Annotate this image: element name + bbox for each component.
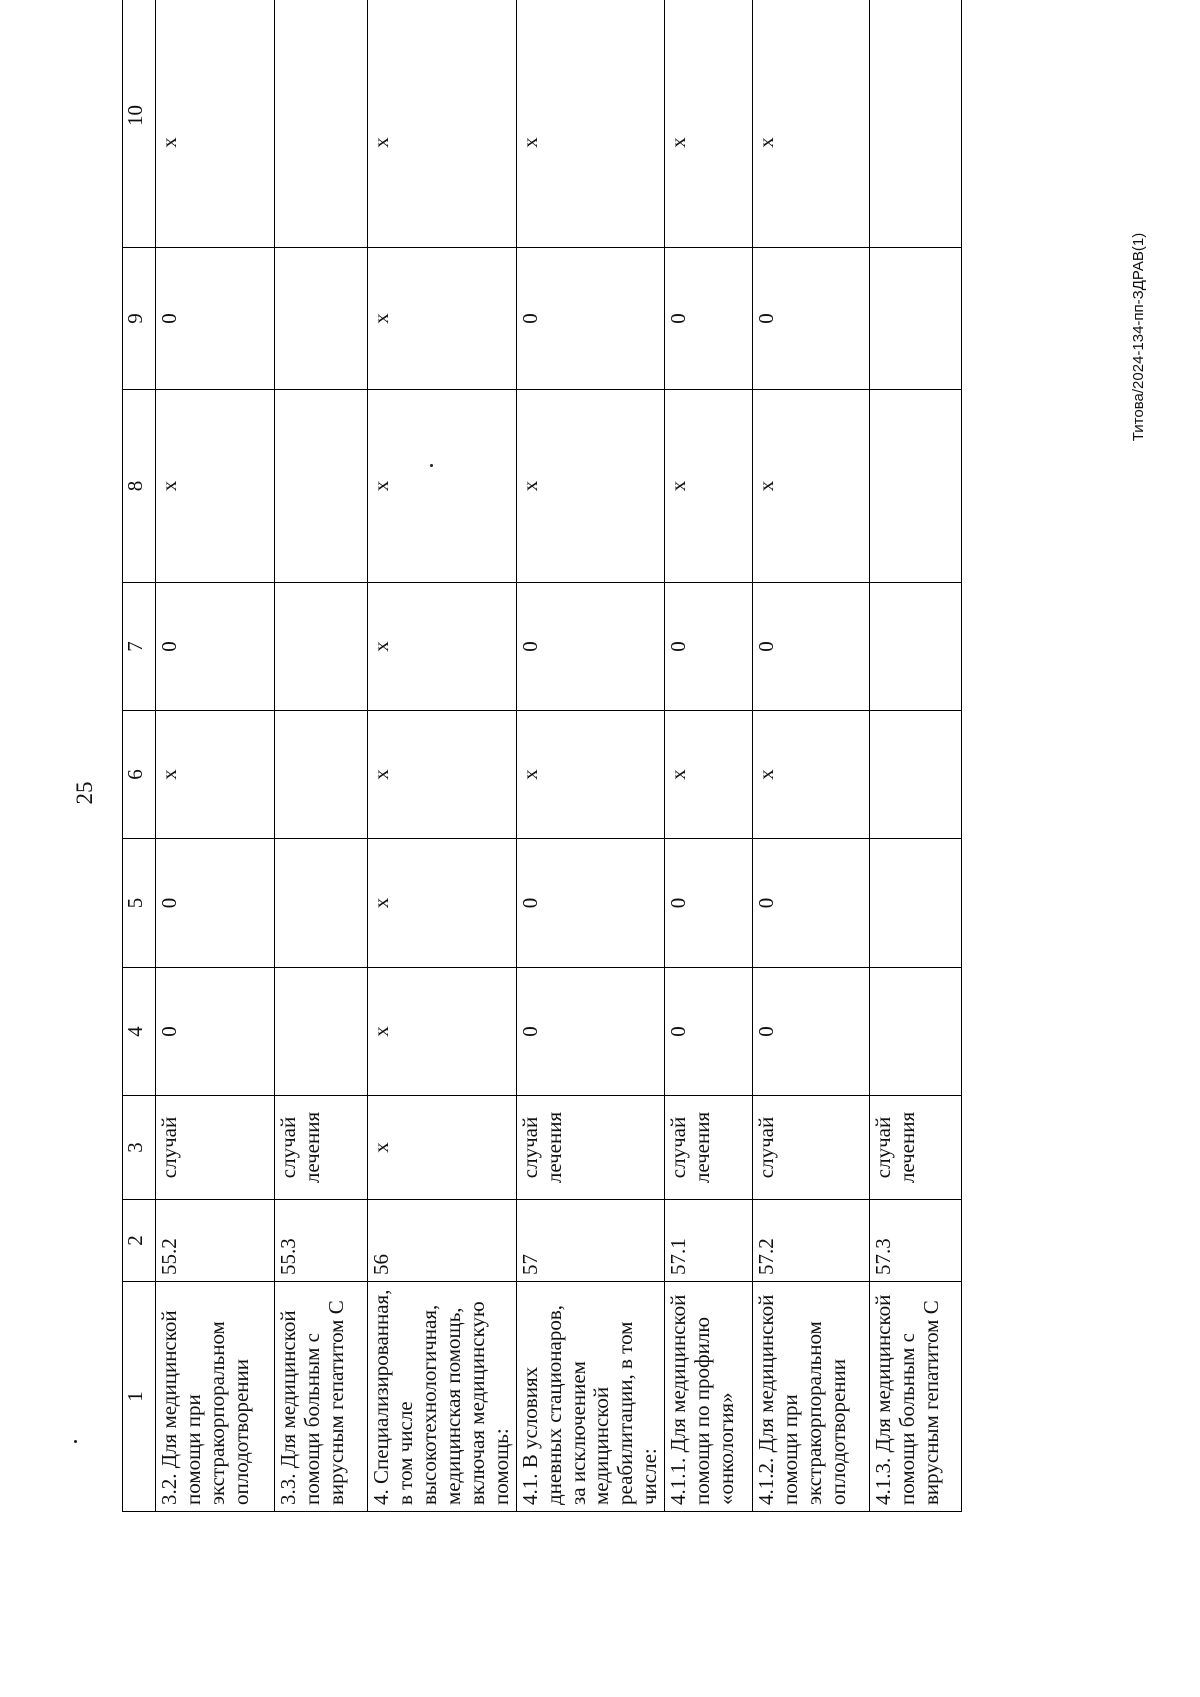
value-cell: х xyxy=(368,839,517,968)
row-label: 4.1.3. Для медицинской помощи больным с вирусным гепатитом С xyxy=(870,1282,962,1512)
col-header-5: 5 xyxy=(123,839,156,968)
value-cell xyxy=(870,968,962,1096)
value-cell: 0 xyxy=(753,248,870,390)
col-header-6: 6 xyxy=(123,711,156,839)
unit-cell: х xyxy=(368,1096,517,1200)
table-row xyxy=(665,0,753,1512)
value-cell: 0 xyxy=(156,583,275,711)
row-number: 57.1 xyxy=(665,1200,753,1282)
value-cell: х xyxy=(156,0,275,248)
table-row xyxy=(368,0,517,1512)
value-cell: х xyxy=(368,968,517,1096)
value-cell xyxy=(275,390,368,583)
value-cell xyxy=(275,0,368,248)
header-row xyxy=(123,0,156,1512)
value-cell: 0 xyxy=(665,248,753,390)
value-cell: 0 xyxy=(665,968,753,1096)
value-cell xyxy=(275,583,368,711)
value-cell: 0 xyxy=(753,968,870,1096)
value-cell: х xyxy=(665,390,753,583)
value-cell: х xyxy=(156,711,275,839)
row-number: 55.2 xyxy=(156,1200,275,1282)
value-cell: х xyxy=(516,0,665,248)
value-cell xyxy=(870,711,962,839)
row-label: 4.1. В условиях дневных стационаров, за исключением медицинской реабилитации, в том числе: xyxy=(516,1282,665,1512)
table-row xyxy=(753,0,870,1512)
col-header-7: 7 xyxy=(123,583,156,711)
value-cell: 0 xyxy=(516,968,665,1096)
value-cell: 0 xyxy=(156,968,275,1096)
value-cell: 0 xyxy=(516,839,665,968)
row-number: 57.3 xyxy=(870,1200,962,1282)
row-number: 56 xyxy=(368,1200,517,1282)
value-cell xyxy=(870,583,962,711)
table-row xyxy=(516,0,665,1512)
value-cell xyxy=(870,248,962,390)
value-cell: х xyxy=(753,390,870,583)
value-cell xyxy=(275,968,368,1096)
value-cell: 0 xyxy=(156,839,275,968)
unit-cell: случай xyxy=(753,1096,870,1200)
scan-speck xyxy=(74,1440,77,1443)
value-cell: 0 xyxy=(753,839,870,968)
value-cell: х xyxy=(516,390,665,583)
value-cell xyxy=(870,839,962,968)
col-header-1: 1 xyxy=(123,1282,156,1512)
medical-care-table xyxy=(122,0,962,1512)
table-row xyxy=(156,0,275,1512)
unit-cell: случай лечения xyxy=(516,1096,665,1200)
row-label: 3.3. Для медицинской помощи больным с вирусным гепатитом С xyxy=(275,1282,368,1512)
unit-cell: случай xyxy=(156,1096,275,1200)
col-header-2: 2 xyxy=(123,1200,156,1282)
value-cell: х xyxy=(665,0,753,248)
col-header-8: 8 xyxy=(123,390,156,583)
value-cell xyxy=(275,839,368,968)
value-cell: х xyxy=(516,711,665,839)
unit-cell: случай лечения xyxy=(275,1096,368,1200)
unit-cell: случай лечения xyxy=(665,1096,753,1200)
value-cell xyxy=(870,0,962,248)
value-cell: х xyxy=(368,390,517,583)
value-cell: х xyxy=(156,390,275,583)
value-cell xyxy=(870,390,962,583)
value-cell: х xyxy=(368,711,517,839)
col-header-9: 9 xyxy=(123,248,156,390)
row-label: 3.2. Для медицинской помощи при экстракорпоральном оплодотворении xyxy=(156,1282,275,1512)
row-number: 57 xyxy=(516,1200,665,1282)
value-cell: х xyxy=(753,0,870,248)
page-number: 25 xyxy=(72,781,97,805)
document-id: Титова/2024-134-пп-ЗДРАВ(1) xyxy=(1130,232,1147,442)
value-cell: 0 xyxy=(665,583,753,711)
table-row xyxy=(870,0,962,1512)
value-cell: 0 xyxy=(516,248,665,390)
col-header-4: 4 xyxy=(123,968,156,1096)
value-cell: х xyxy=(753,711,870,839)
value-cell: х xyxy=(665,711,753,839)
value-cell: 0 xyxy=(516,583,665,711)
table-row xyxy=(275,0,368,1512)
value-cell: х xyxy=(368,583,517,711)
row-number: 55.3 xyxy=(275,1200,368,1282)
row-label: 4.1.1. Для медицинской помощи по профилю «онкология» xyxy=(665,1282,753,1512)
unit-cell: случай лечения xyxy=(870,1096,962,1200)
value-cell xyxy=(275,248,368,390)
col-header-3: 3 xyxy=(123,1096,156,1200)
value-cell: 0 xyxy=(665,839,753,968)
value-cell: х xyxy=(368,248,517,390)
row-label: 4. Специализированная, в том числе высокотехнологичная, медицинская помощь, включая медицинскую помощь: xyxy=(368,1282,517,1512)
value-cell: 0 xyxy=(753,583,870,711)
value-cell: х xyxy=(368,0,517,248)
row-number: 57.2 xyxy=(753,1200,870,1282)
row-label: 4.1.2. Для медицинской помощи при экстракорпоральном оплодотворении xyxy=(753,1282,870,1512)
value-cell xyxy=(275,711,368,839)
col-header-10: 10 xyxy=(123,0,156,248)
value-cell: 0 xyxy=(156,248,275,390)
